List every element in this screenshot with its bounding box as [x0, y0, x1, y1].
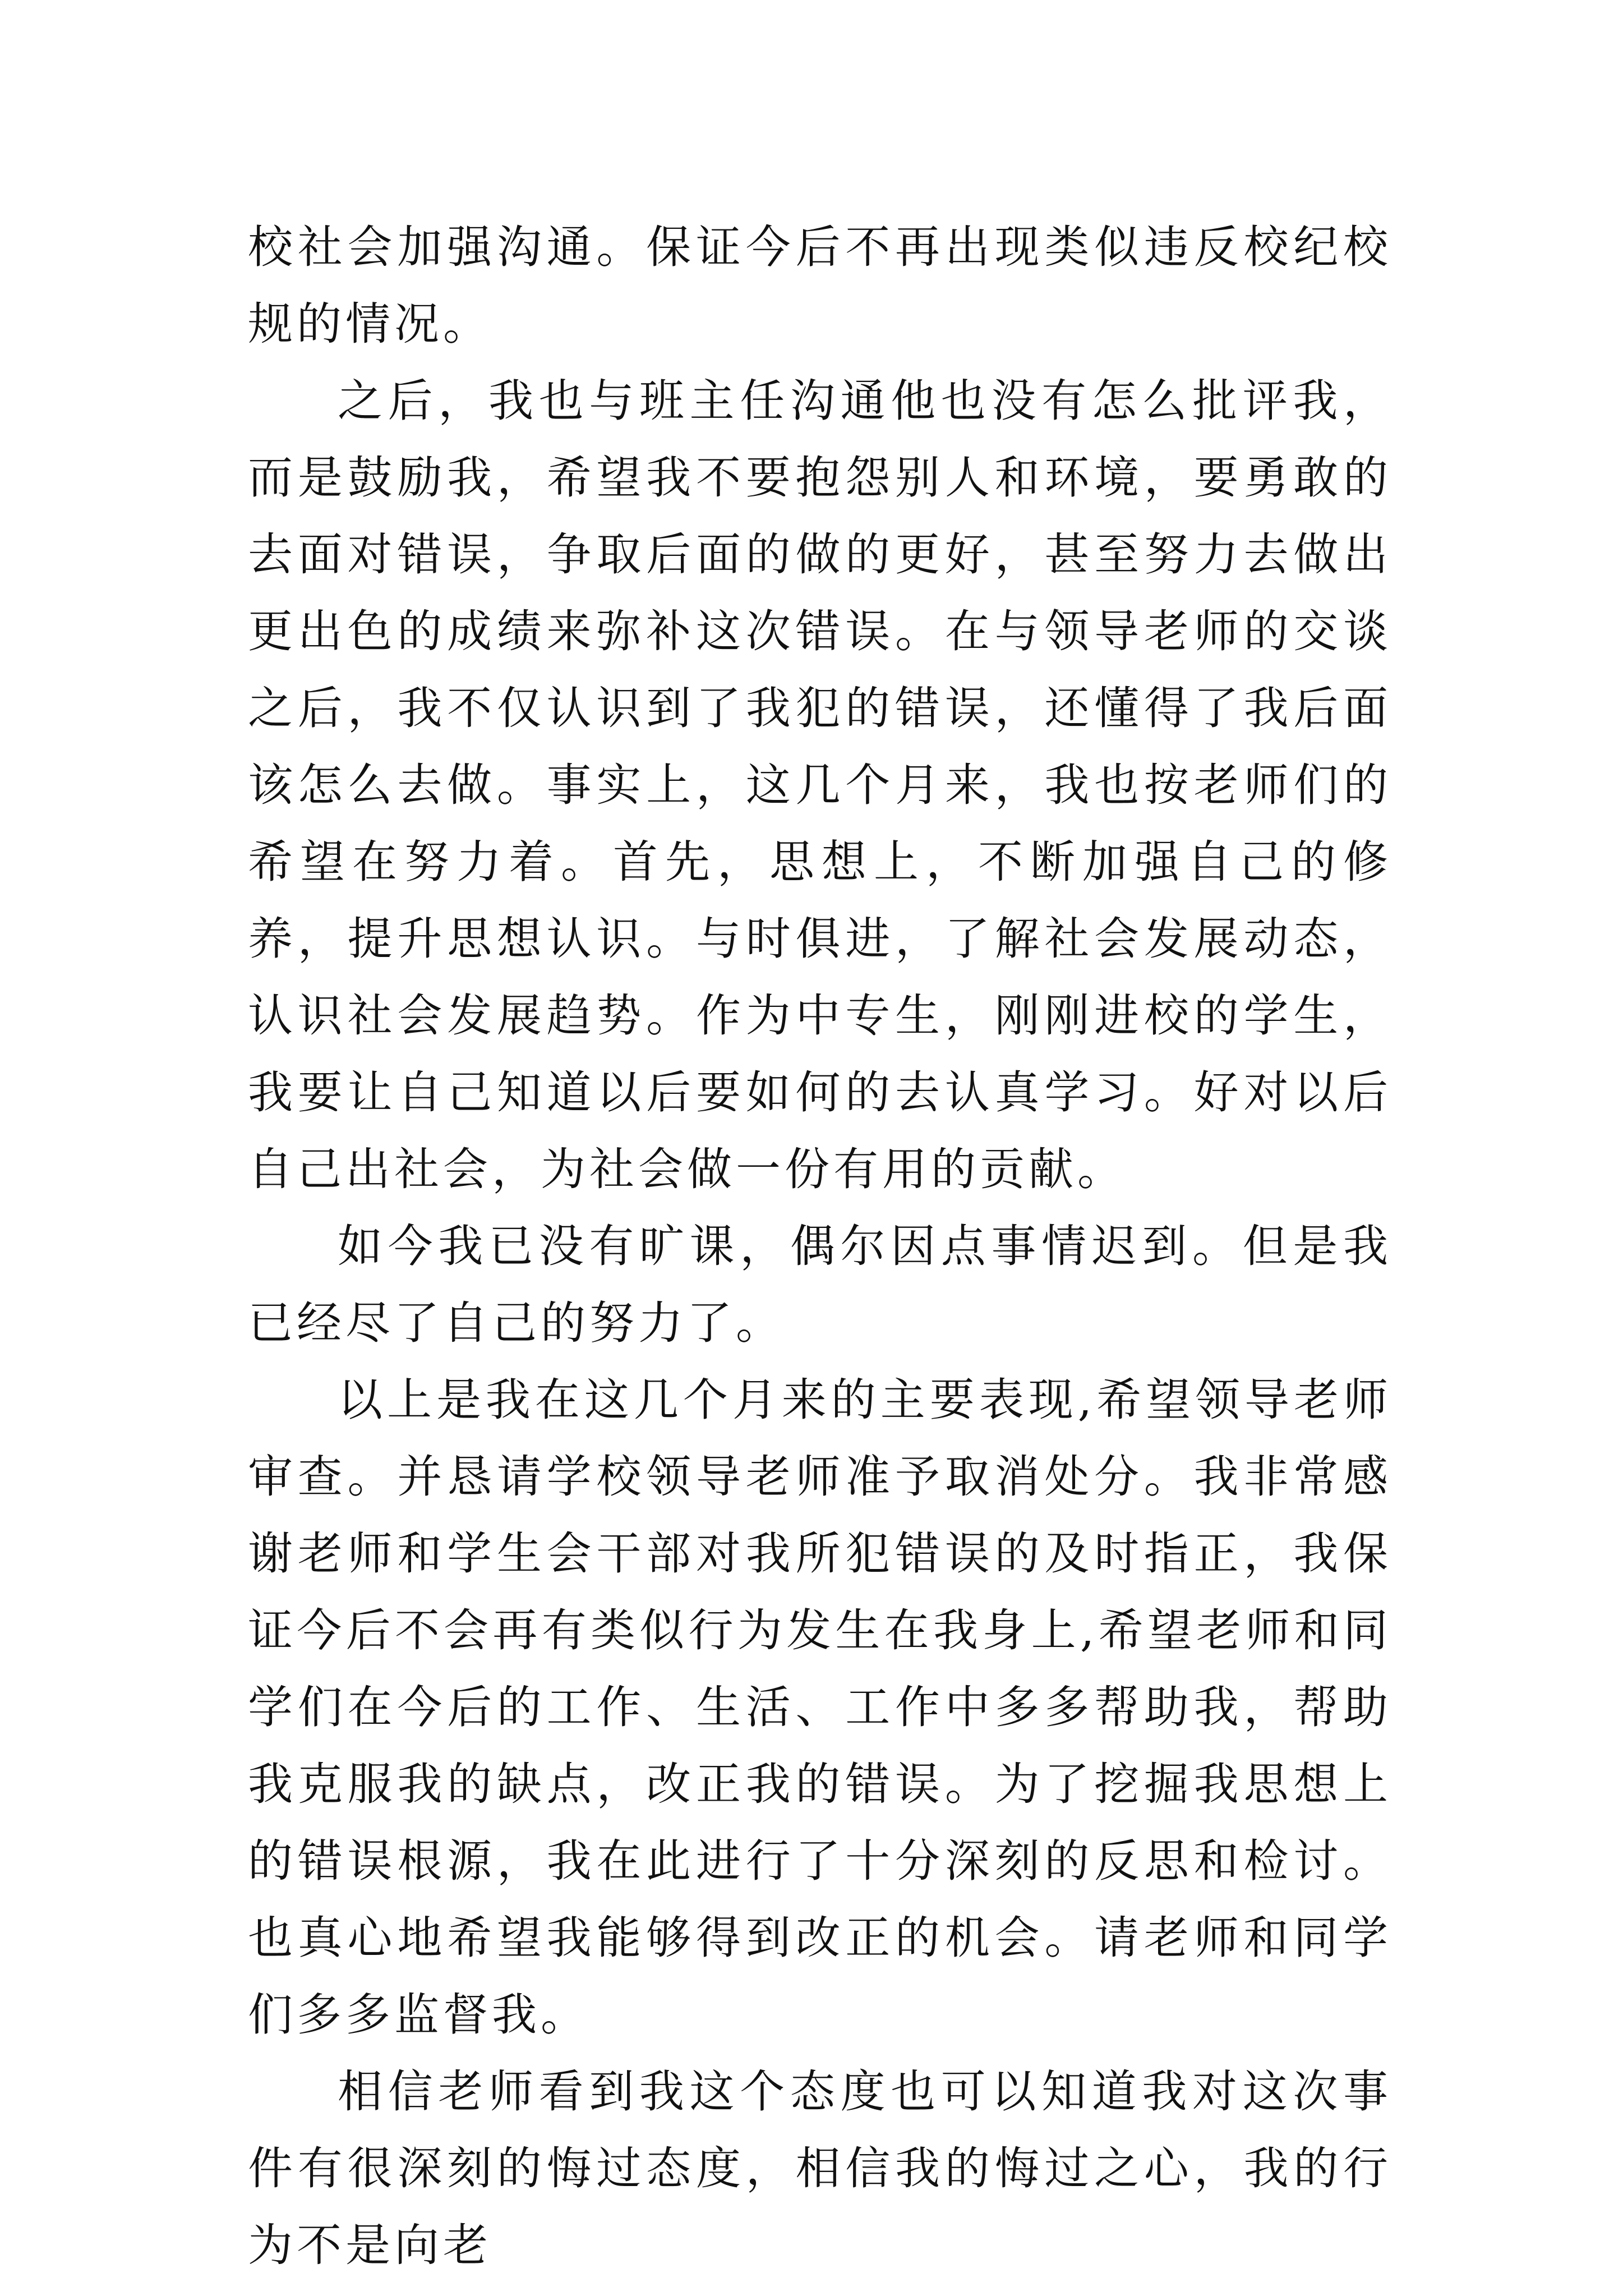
document-body [248, 209, 1392, 2284]
paragraph-teacher-communication: 之后，我也与班主任沟通他也没有怎么批评我，而是鼓励我，希望我不要抱怨别人和环境，要勇敢的去面对错误，争取后面的做的更好，甚至努力去做出更出色的成绩来弥补这次错误。在与领导老师的交谈之后，我不仅认识到了我犯的错误，还懂得了我后面该怎么去做。事实上，这几个月来，我也按老师们的希望在努力着。首先，思想上，不断加强自己的修养，提升思想认识。与时俱进，了解社会发展动态，认识社会发展趋势。作为中专生，刚刚进校的学生，我要让自己知道以后要如何的去认真学习。好对以后自己出社会，为社会做一份有用的贡献。 [248, 375, 1392, 1195]
paragraph-repentance: 相信老师看到我这个态度也可以知道我对这次事件有很深刻的悔过态度，相信我的悔过之心，我的行为不是向老 [248, 2065, 1392, 2271]
paragraph-request-cancel-punishment: 以上是我在这几个月来的主要表现,希望领导老师审查。并恳请学校领导老师准予取消处分。我非常感谢老师和学生会干部对我所犯错误的及时指正，我保证今后不会再有类似行为发生在我身上,希望老师和同学们在今后的工作、生活、工作中多多帮助我，帮助我克服我的缺点，改正我的错误。为了挖掘我思想上的错误根源，我在此进行了十分深刻的反思和检讨。也真心地希望我能够得到改正的机会。请老师和同学们多多监督我。 [248, 1374, 1392, 2041]
paragraph-attendance: 如今我已没有旷课，偶尔因点事情迟到。但是我已经尽了自己的努力了。 [248, 1220, 1392, 1349]
paragraph-continuation: 校社会加强沟通。保证今后不再出现类似违反校纪校规的情况。 [248, 221, 1392, 350]
